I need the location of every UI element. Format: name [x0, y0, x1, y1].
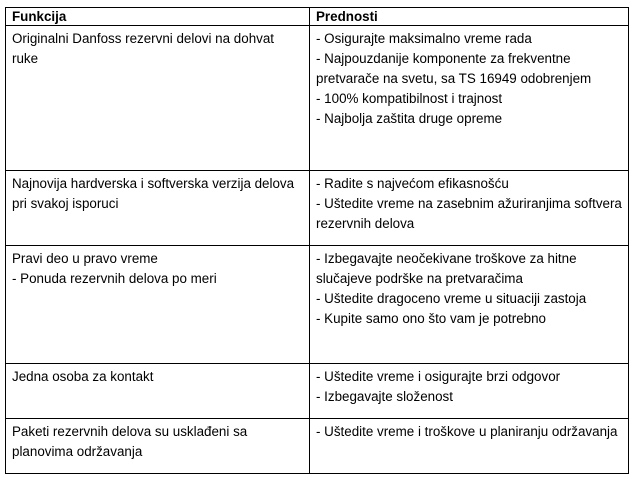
table-header-row [6, 8, 629, 26]
benefits-cell [310, 419, 629, 474]
function-benefits-table [5, 7, 629, 474]
benefits-cell [310, 26, 629, 171]
benefit-item: - Najbolja zaštita druge opreme [316, 111, 503, 126]
table-row [6, 26, 629, 171]
table-row [6, 364, 629, 419]
function-cell [6, 246, 310, 364]
function-text: Paketi rezervnih delova su usklađeni sa planovima održavanja [12, 424, 248, 459]
function-cell [6, 26, 310, 171]
function-cell [6, 171, 310, 246]
function-cell [6, 364, 310, 419]
benefit-item: - Uštedite vreme i troškove u planiranju održavanja [316, 424, 618, 439]
benefit-item: - Osigurajte maksimalno vreme rada [316, 31, 532, 46]
benefits-cell [310, 246, 629, 364]
benefit-item: - Izbegavajte složenost [316, 389, 453, 404]
function-text: Najnovija hardverska i softverska verzija delova pri svakoj isporuci [12, 176, 295, 211]
function-text: - Ponuda rezervnih delova po meri [12, 271, 217, 286]
header-function: Funkcija [6, 8, 310, 26]
function-cell [6, 419, 310, 474]
table-row [6, 246, 629, 364]
benefit-item: - Kupite samo ono što vam je potrebno [316, 311, 547, 326]
header-benefits: Prednosti [310, 8, 629, 26]
function-text: Jedna osoba za kontakt [12, 369, 154, 384]
benefit-item: - Uštedite dragoceno vreme u situaciji zastoja [316, 291, 587, 306]
benefit-item: - Izbegavajte neočekivane troškove za hitne slučajeve podrške na pretvaračima [316, 251, 577, 286]
table-row [6, 171, 629, 246]
benefit-item: - Najpouzdanije komponente za frekventne pretvarače na svetu, sa TS 16949 odobrenjem [316, 51, 592, 86]
benefits-cell [310, 364, 629, 419]
function-text: Originalni Danfoss rezervni delovi na dohvat ruke [12, 31, 275, 66]
benefit-item: - 100% kompatibilnost i trajnost [316, 91, 503, 106]
benefit-item: - Radite s najvećom efikasnošću [316, 176, 509, 191]
benefits-cell [310, 171, 629, 246]
benefit-item: - Uštedite vreme na zasebnim ažuriranjima softvera rezervnih delova [316, 196, 622, 231]
table-row [6, 419, 629, 474]
function-text: Pravi deo u pravo vreme [12, 251, 158, 266]
benefit-item: - Uštedite vreme i osigurajte brzi odgovor [316, 369, 561, 384]
